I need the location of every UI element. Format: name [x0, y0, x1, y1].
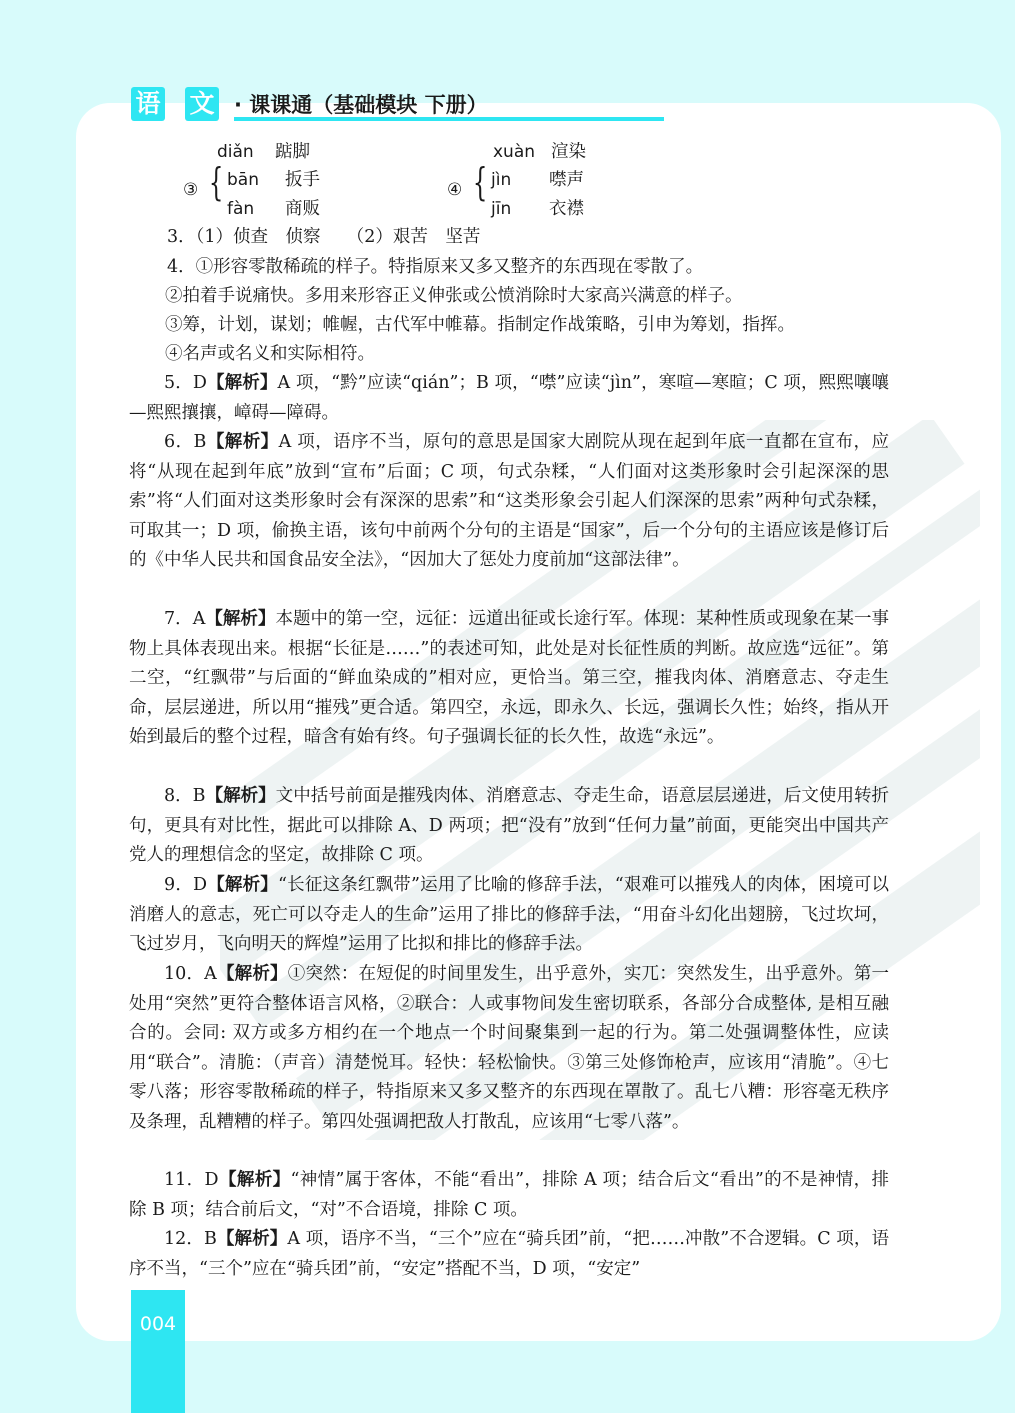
pinyin-item: jìn 噤声	[491, 170, 584, 190]
book-title: · 课课通（基础模块 下册）	[234, 93, 488, 117]
pinyin-item: diǎn 踮脚	[217, 142, 310, 162]
answer-10: 10．A【解析】①突然：在短促的时间里发生，出乎意外，实兀：突然发生，出乎意外。第一处用“突然”更符合整体语言风格，②联合：人或事物间发生密切联系，各部分合成整体, 是相互融合的。会同: 双方或多方相约在一个地点一个时间聚集到一起的行为。第二处强调整体性，应读用“联合”。清脆：（声音）清楚悦耳。轻快：轻松愉快。③第三处修饰枪声，应该用“清脆”。④七零八落；形容零散稀疏的样子，特指原来又多又整齐的东西现在罩散了。乱七八糟：形容毫无秩序及条理，乱糟糟的样子。第四处强调把敌人打散乱，应该用“七零八落”。	[129, 964, 890, 1132]
answer-4-4: ④名声或名义和实际相符。	[165, 344, 375, 364]
group-4-label: ④	[447, 180, 463, 200]
answer-7: 7．A【解析】本题中的第一空，远征：远道出征或长途行军。体现：某种性质或现象在某一事物上具体表现出来。根据“长征是……”的表述可知，此处是对长征性质的判断。故应选“远征”。第二空，“红飘带”与后面的“鲜血染成的”相对应，更恰当。第三空，摧我肉体、消磨意志、夺走生命，层层递进，所以用“摧残”更合适。第四空，永远，即永久、长远，强调长久性；始终，指从开始到最后的整个过程，暗含有始有终。句子强调长征的长久性，故选“永远”。	[129, 609, 890, 748]
pinyin-item: xuàn 渲染	[493, 142, 586, 162]
answer-3: 3．（1）侦查 侦察 （2）艰苦 坚苦	[167, 227, 481, 247]
answer-6: 6．B【解析】A 项，语序不当，原句的意思是国家大剧院从现在起到年底一直都在宣布，应将“从现在起到年底”放到“宣布”后面；C 项，句式杂糅，“人们面对这类形象时会引起深深的思索”将“人们面对这类形象时会有深深的思索”和“这类形象会引起人们深深的思索”两种句式杂糅，可取其一；D 项，偷换主语，该句中前两个分句的主语是“国家”，后一个分句的主语应该是修订后的《中华人民共和国食品安全法》，“因加大了惩处力度前加“这部法律”。	[129, 432, 890, 571]
answer-9: 9．D【解析】“长征这条红飘带”运用了比喻的修辞手法，“艰难可以摧残人的肉体，困境可以消磨人的意志，死亡可以夺走人的生命”运用了排比的修辞手法，“用奋斗幻化出翅膀，飞过坎坷，飞过岁月，飞向明天的辉煌”运用了比拟和排比的修辞手法。	[129, 875, 889, 955]
page-number-band	[131, 1290, 185, 1413]
answer-4: 4．①形容零散稀疏的样子。特指原来又多又整齐的东西现在零散了。	[167, 257, 704, 277]
pinyin-item: jīn 衣襟	[491, 199, 584, 219]
subject-char-1: 语	[131, 87, 165, 121]
subject-char-2: 文	[185, 87, 219, 121]
answer-4-2: ②拍着手说痛快。多用来形容正义伸张或公愤消除时大家高兴满意的样子。	[165, 286, 743, 306]
answer-5: 5．D【解析】A 项，“黔”应读“qián”；B 项，“噤”应读“jìn”，寒喧—寒暄；C 项，熙熙嚷嚷—熙熙攘攘，嶂碍—障碍。	[129, 373, 889, 423]
brace: {	[472, 160, 488, 204]
answer-4-3: ③筹，计划，谋划；帷幄，古代军中帷幕。指制定作战策略，引申为筹划，指挥。	[165, 315, 795, 335]
header-rule	[234, 117, 664, 121]
answer-11: 11．D【解析】“神情”属于客体，不能“看出”，排除 A 项；结合后文“看出”的不是神情，排除 B 项；结合前后文，“对”不合语境，排除 C 项。	[129, 1170, 889, 1220]
answer-8: 8．B【解析】文中括号前面是摧残肉体、消磨意志、夺走生命，语意层层递进，后文使用转折句，更具有对比性，据此可以排除 A、D 两项；把“没有”放到“任何力量”前面，更能突出中国共产党人的理想信念的坚定，故排除 C 项。	[129, 786, 889, 866]
pinyin-item: fàn 商贩	[227, 199, 320, 219]
page-number: 004	[139, 1313, 177, 1335]
pinyin-item: bān 扳手	[227, 170, 320, 190]
answer-12: 12．B【解析】A 项，语序不当，“三个”应在“骑兵团”前，“把……冲散”不合逻辑。C 项，语序不当，“三个”应在“骑兵团”前，“安定”搭配不当，D 项，“安定”	[129, 1229, 889, 1279]
brace: {	[208, 160, 224, 204]
group-3-label: ③	[183, 180, 199, 200]
